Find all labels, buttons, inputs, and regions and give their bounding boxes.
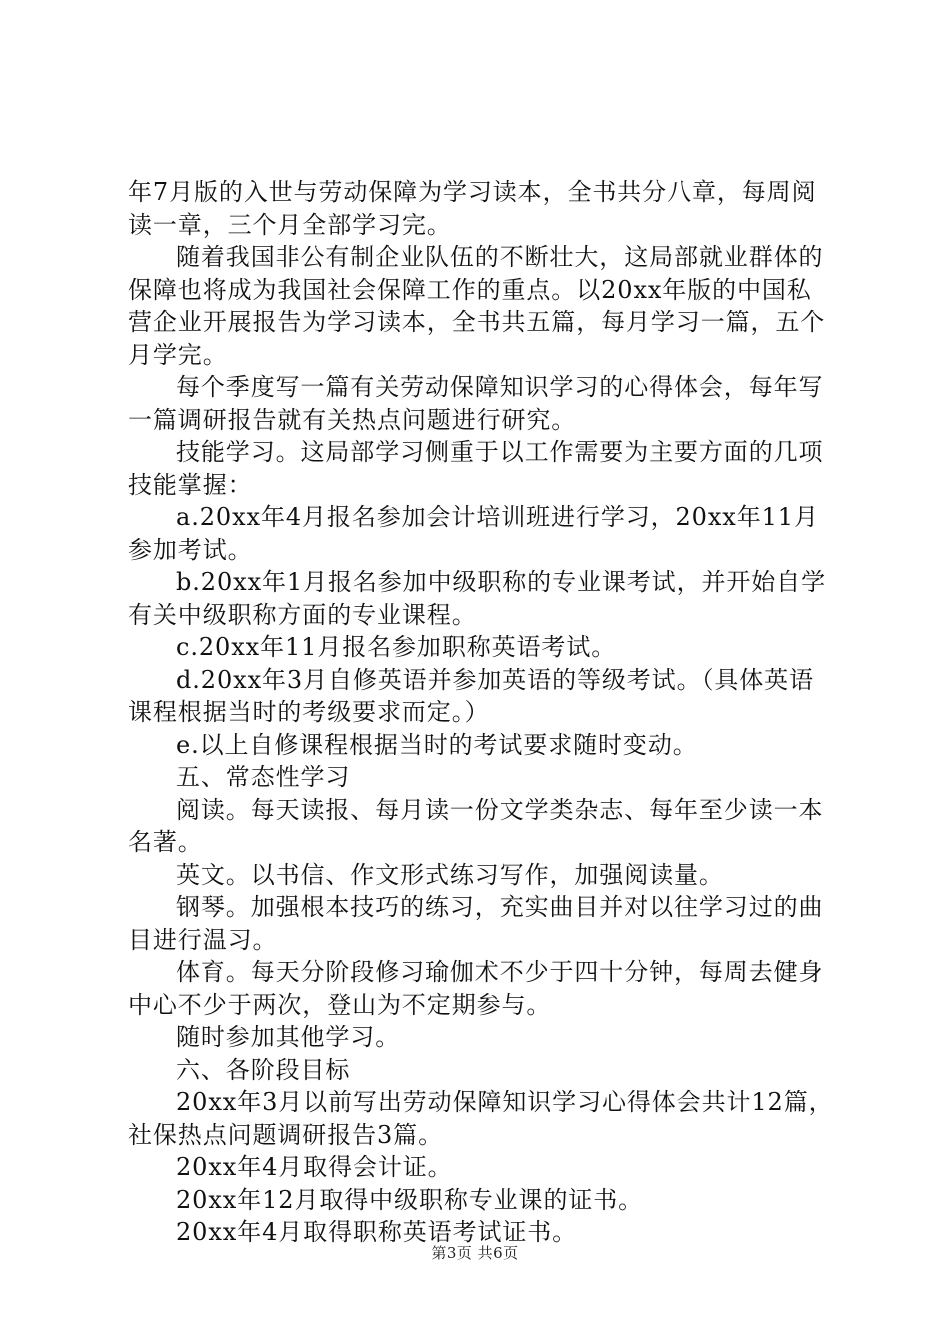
list-item-c: c.20xx年11月报名参加职称英语考试。 <box>176 633 617 661</box>
paragraph-piano: 钢琴。加强根本技巧的练习，充实曲目并对以往学习过的曲目进行温习。 <box>128 893 824 954</box>
paragraph-skill-learning: 技能学习。这局部学习侧重于以工作需要为主要方面的几项技能掌握： <box>128 438 824 499</box>
paragraph-reading: 阅读。每天读报、每月读一份文学类杂志、每年至少读一本名著。 <box>128 795 824 856</box>
goal-item-4: 20xx年4月取得职称英语考试证书。 <box>176 1218 578 1246</box>
goal-item-3: 20xx年12月取得中级职称专业课的证书。 <box>176 1185 644 1214</box>
section-heading-6: 六、各阶段目标 <box>176 1055 351 1084</box>
goal-item-1: 20xx年3月以前写出劳动保障知识学习心得体会共计12篇，社保热点问题调研报告3篇。 <box>128 1088 834 1149</box>
list-item-b: b.20xx年1月报名参加中级职称的专业课考试，并开始自学有关中级职称方面的专业课程。 <box>128 568 826 629</box>
document-body <box>128 176 836 1249</box>
list-item-e: e.以上自修课程根据当时的考试要求随时变动。 <box>176 730 698 759</box>
paragraph-english: 英文。以书信、作文形式练习写作，加强阅读量。 <box>176 860 724 889</box>
goal-item-2: 20xx年4月取得会计证。 <box>176 1153 453 1181</box>
list-item-a: a.20xx年4月报名参加会计培训班进行学习，20xx年11月参加考试。 <box>128 503 819 564</box>
paragraph-private-enterprise-study: 随着我国非公有制企业队伍的不断壮大，这局部就业群体的保障也将成为我国社会保障工作的重点。以20xx年版的中国私营企业开展报告为学习读本，全书共五篇，每月学习一篇，五个月学完。 <box>128 243 826 369</box>
paragraph-other-learning: 随时参加其他学习。 <box>176 1023 401 1051</box>
paragraph-quarterly-writing: 每个季度写一篇有关劳动保障知识学习的心得体会，每年写一篇调研报告就有关热点问题进行研究。 <box>128 373 824 434</box>
paragraph-sports: 体育。每天分阶段修习瑜伽术不少于四十分钟，每周去健身中心不少于两次，登山为不定期参与。 <box>128 958 824 1019</box>
page-number-footer: 第3页 共6页 <box>431 1244 519 1262</box>
paragraph-continuation: 年7月版的入世与劳动保障为学习读本，全书共分八章，每周阅读一章，三个月全部学习完。 <box>128 178 817 239</box>
section-heading-5: 五、常态性学习 <box>176 763 351 791</box>
list-item-d: d.20xx年3月自修英语并参加英语的等级考试。（具体英语课程根据当时的考级要求而定。） <box>128 665 814 726</box>
